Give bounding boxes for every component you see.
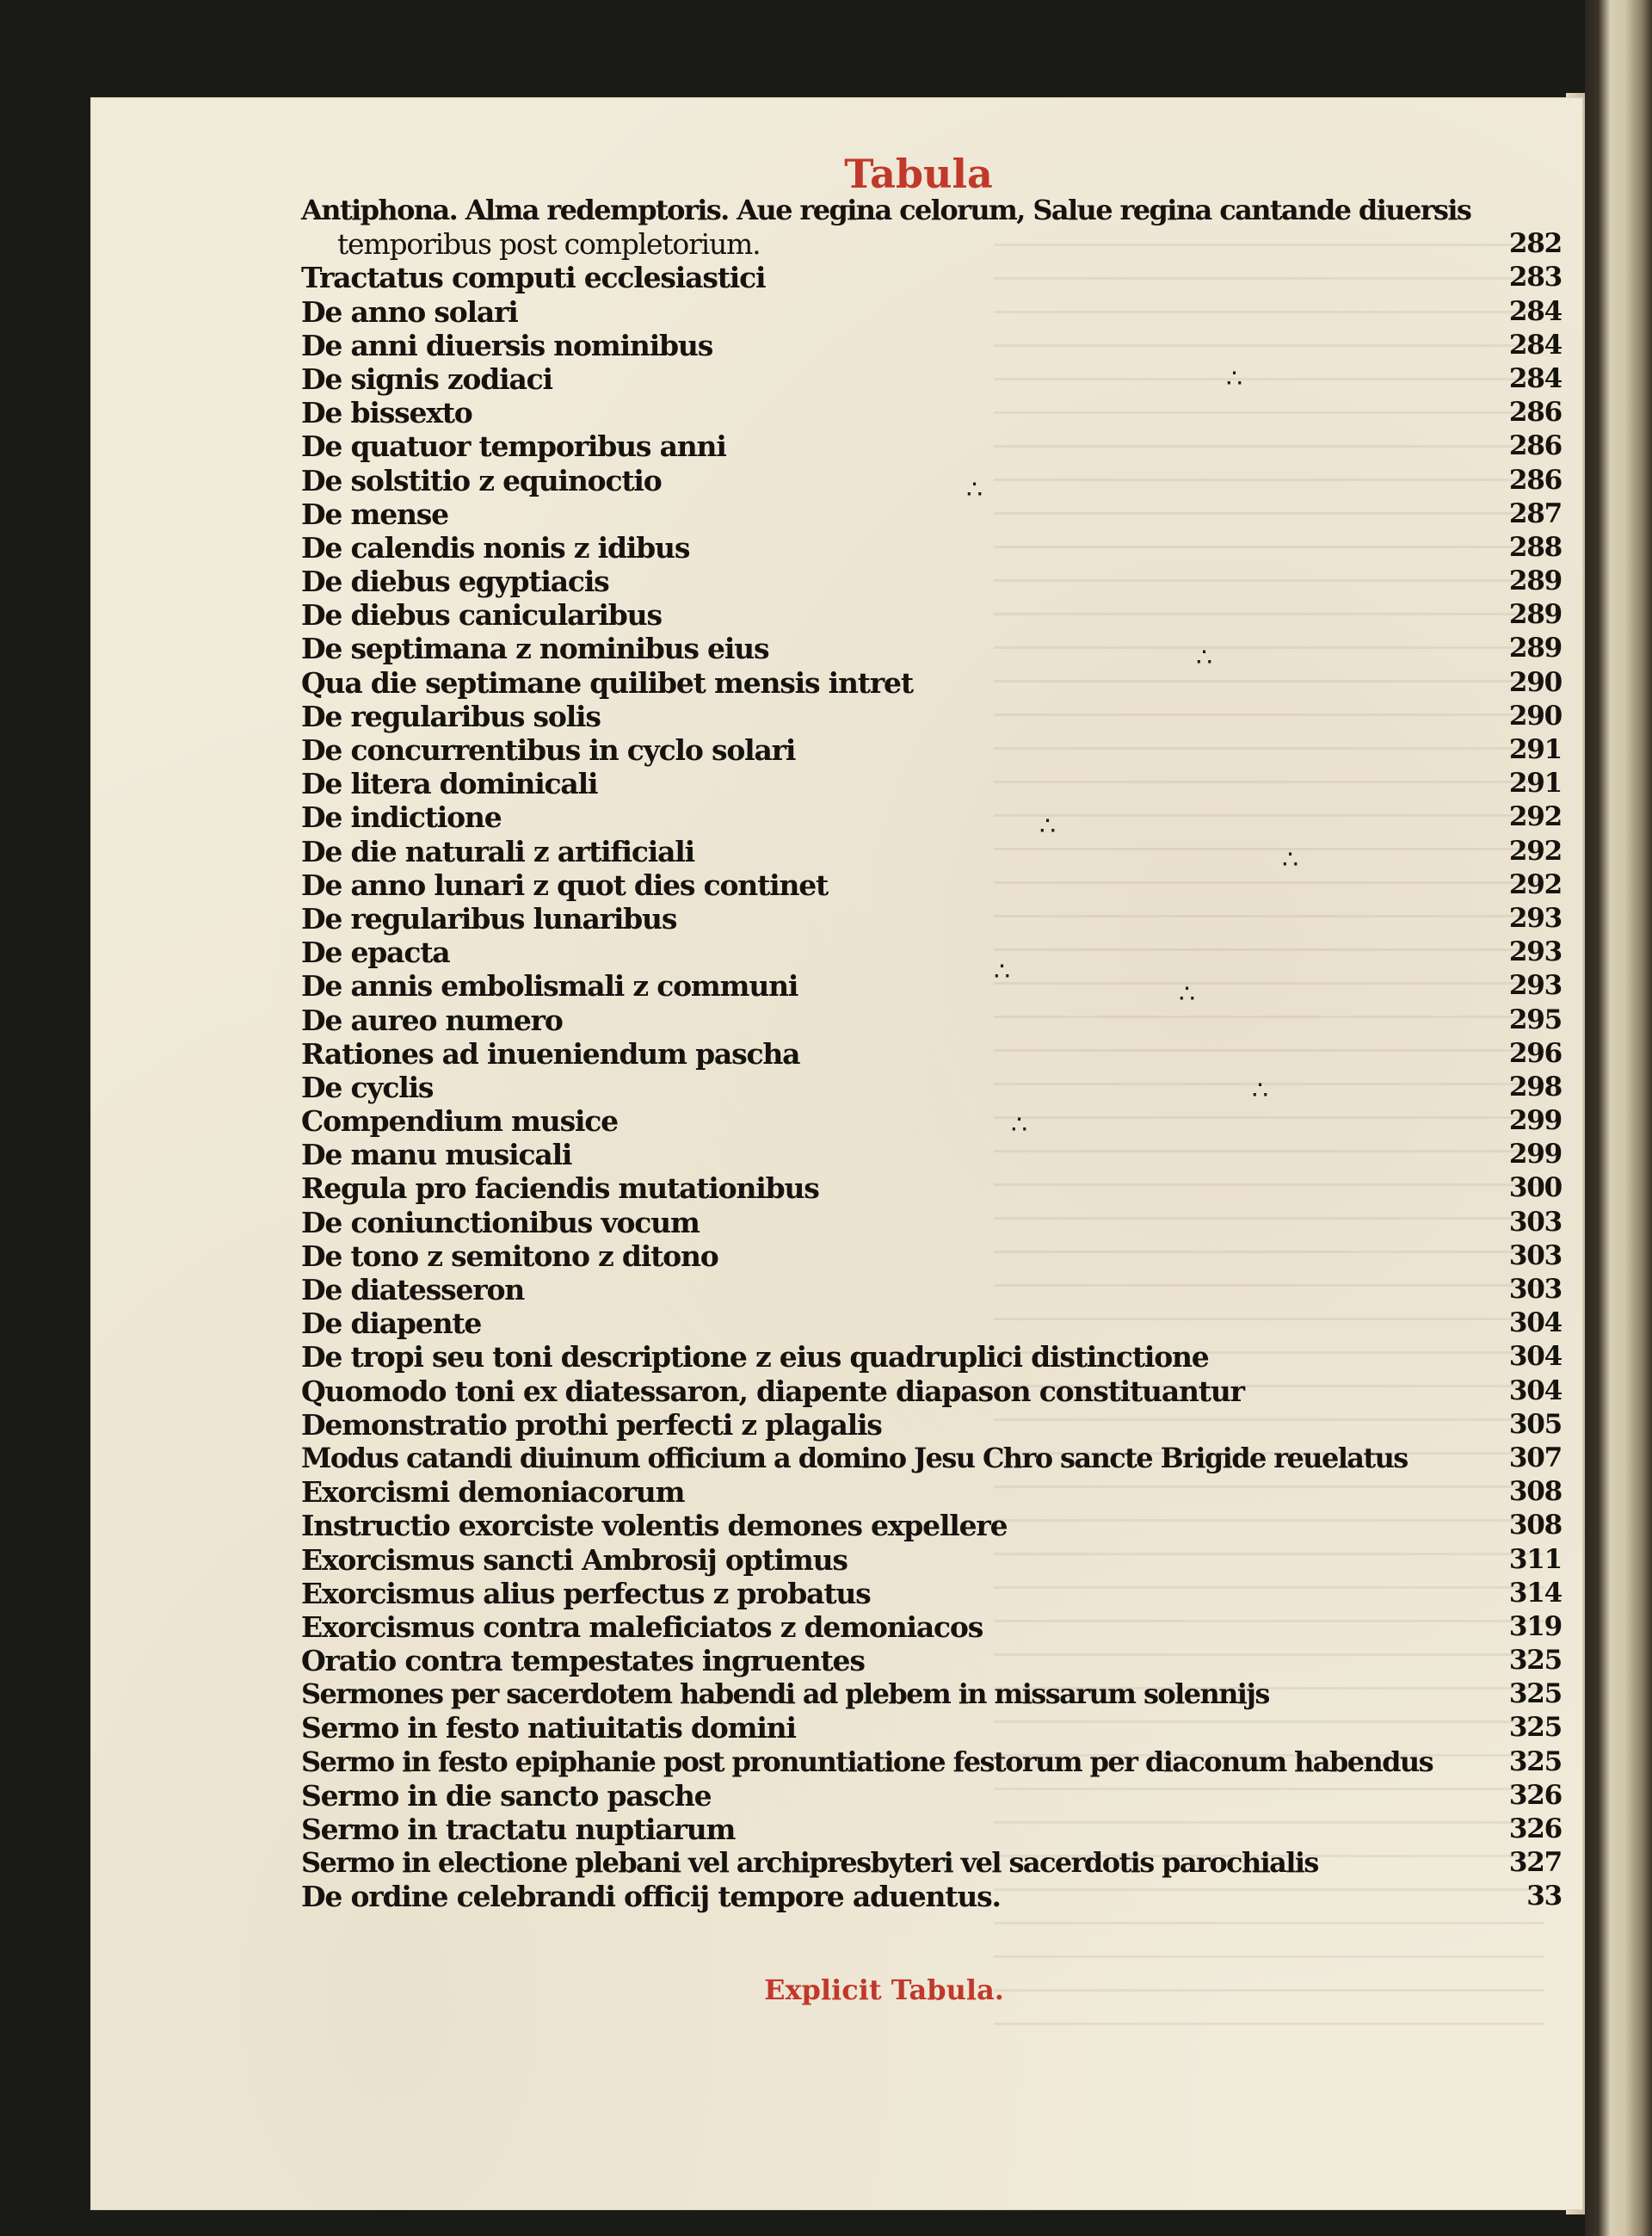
entry-page-number: 287	[1508, 497, 1562, 529]
ornament-dots-icon: ∴	[1196, 643, 1213, 673]
list-item	[301, 1408, 1562, 1442]
entry-page-number: 293	[1508, 970, 1562, 1002]
ornament-dots-icon: ∴	[966, 475, 983, 505]
entry-title: De concurrentibus in cyclo solari	[301, 733, 796, 767]
entry-title: De diebus canicularibus	[301, 598, 662, 633]
entry-page-number: 299	[1508, 1105, 1562, 1137]
list-item	[301, 531, 1562, 565]
list-item	[301, 227, 1562, 261]
ornament-dots-icon: ∴	[1179, 979, 1196, 1010]
entry-page-number: 325	[1508, 1712, 1562, 1744]
page-heading: Tabula	[844, 151, 993, 197]
ornament-dots-icon: ∴	[1039, 812, 1057, 842]
entry-page-number: 283	[1508, 262, 1562, 293]
list-item	[301, 565, 1562, 598]
list-item	[301, 800, 1562, 834]
list-item	[301, 1475, 1562, 1509]
entry-title: Sermo in electione plebani vel archipresbyteri vel sacerdotis parochialis	[301, 1846, 1318, 1880]
entry-title: De mense	[301, 497, 448, 531]
entry-title: Oratio contra tempestates ingruentes	[301, 1644, 865, 1678]
entry-title: Sermo in die sancto pasche	[301, 1778, 712, 1813]
list-item	[301, 295, 1562, 329]
entry-page-number: 319	[1508, 1610, 1562, 1642]
list-item	[301, 1171, 1562, 1205]
entry-title: De diatesseron	[301, 1273, 525, 1306]
list-item	[301, 396, 1562, 429]
entry-page-number: 292	[1508, 835, 1562, 867]
entry-page-number: 303	[1508, 1239, 1562, 1271]
list-item	[301, 194, 1562, 227]
entry-page-number: 291	[1508, 734, 1562, 765]
list-item	[301, 1745, 1562, 1779]
entry-page-number: 289	[1508, 565, 1562, 597]
entry-page-number: 289	[1508, 599, 1562, 631]
list-item	[301, 497, 1562, 531]
list-item	[301, 868, 1562, 902]
list-item	[301, 936, 1562, 969]
list-item	[301, 1677, 1562, 1711]
list-item	[301, 1543, 1562, 1577]
list-item	[301, 1306, 1562, 1340]
list-item	[301, 362, 1562, 396]
entry-title: Sermo in festo natiuitatis domini	[301, 1711, 796, 1745]
entry-page-number: 311	[1508, 1543, 1562, 1575]
list-item	[301, 1273, 1562, 1306]
entry-title: Sermo in tractatu nuptiarum	[301, 1813, 736, 1846]
entry-page-number: 308	[1508, 1476, 1562, 1508]
entry-title: De ordine celebrandi officij tempore aduentus.	[301, 1880, 1001, 1914]
list-item	[301, 1509, 1562, 1542]
list-item	[301, 733, 1562, 767]
entry-title: De septimana z nominibus eius	[301, 632, 769, 666]
list-item	[301, 1711, 1562, 1745]
list-item	[301, 835, 1562, 868]
entry-title: De tono z semitono z ditono	[301, 1238, 718, 1273]
book-page	[90, 97, 1583, 2210]
entry-title: Sermones per sacerdotem habendi ad plebem in missarum solennijs	[301, 1677, 1269, 1711]
entry-page-number: 303	[1508, 1274, 1562, 1305]
list-item	[301, 666, 1562, 700]
entry-title: De annis embolismali z communi	[301, 969, 798, 1004]
entry-page-number: 290	[1508, 666, 1562, 698]
list-item	[301, 1138, 1562, 1171]
entry-page-number: 325	[1508, 1745, 1562, 1777]
entry-title: Exorcismus alius perfectus z probatus	[301, 1576, 871, 1610]
entry-page-number: 286	[1508, 430, 1562, 462]
list-item	[301, 1880, 1562, 1913]
list-item	[301, 598, 1562, 632]
entry-title: De cyclis	[301, 1070, 434, 1104]
list-item	[301, 261, 1562, 294]
entry-title: De anno lunari z quot dies continet	[301, 868, 829, 902]
entry-page-number: 289	[1508, 633, 1562, 664]
entry-title: Qua die septimane quilibet mensis intret	[301, 665, 913, 700]
entry-title: De coniunctionibus vocum	[301, 1205, 700, 1239]
list-item	[301, 1610, 1562, 1644]
entry-page-number: 284	[1508, 362, 1562, 394]
entry-title: De litera dominicali	[301, 767, 598, 801]
entry-page-number: 304	[1508, 1341, 1562, 1373]
entry-page-number: 307	[1508, 1442, 1562, 1473]
table-of-contents	[301, 194, 1562, 1914]
entry-page-number: 286	[1508, 464, 1562, 496]
entry-title: Instructio exorciste volentis demones expellere	[301, 1509, 1008, 1543]
entry-title: Quomodo toni ex diatessaron, diapente diapason constituantur	[301, 1374, 1244, 1408]
entry-title: De solstitio z equinoctio	[301, 463, 662, 497]
entry-page-number: 300	[1508, 1172, 1562, 1204]
entry-page-number: 284	[1508, 329, 1562, 361]
list-item	[301, 1577, 1562, 1610]
entry-title: temporibus post completorium.	[337, 227, 761, 262]
list-item	[301, 429, 1562, 463]
list-item	[301, 1813, 1562, 1846]
entry-page-number: 290	[1508, 700, 1562, 732]
list-item	[301, 1340, 1562, 1374]
entry-title: De indictione	[301, 800, 502, 835]
entry-page-number: 288	[1508, 531, 1562, 563]
entry-page-number: 326	[1508, 1813, 1562, 1844]
entry-title: De die naturali z artificiali	[301, 834, 694, 868]
list-item	[301, 1644, 1562, 1677]
list-item	[301, 1037, 1562, 1071]
list-item	[301, 1846, 1562, 1880]
explicit-line: Explicit Tabula.	[764, 1973, 1004, 2006]
list-item	[301, 1374, 1562, 1408]
entry-title: Sermo in festo epiphanie post pronuntiatione festorum per diaconum habendus	[301, 1745, 1433, 1778]
entry-title: Tractatus computi ecclesiastici	[301, 261, 766, 295]
entry-page-number: 282	[1508, 228, 1562, 260]
entry-page-number: 304	[1508, 1307, 1562, 1339]
list-item	[301, 969, 1562, 1003]
entry-title: Modus catandi diuinum officium a domino Jesu Chro sancte Brigide reuelatus	[301, 1441, 1408, 1474]
entry-title: De signis zodiaci	[301, 361, 552, 396]
entry-page-number: 293	[1508, 936, 1562, 968]
entry-page-number: 304	[1508, 1374, 1562, 1406]
entry-title: De diebus egyptiacis	[301, 565, 609, 599]
ornament-dots-icon: ∴	[994, 957, 1011, 987]
ornament-dots-icon: ∴	[1011, 1110, 1028, 1140]
entry-page-number: 298	[1508, 1071, 1562, 1103]
entry-title: De calendis nonis z idibus	[301, 530, 690, 565]
entry-title: De bissexto	[301, 396, 472, 430]
entry-title: De anni diuersis nominibus	[301, 328, 713, 362]
entry-title: De regularibus solis	[301, 699, 601, 733]
entry-title: De epacta	[301, 936, 450, 970]
entry-title: De diapente	[301, 1306, 482, 1341]
entry-title: Exorcismus sancti Ambrosij optimus	[301, 1542, 848, 1577]
entry-page-number: 327	[1508, 1847, 1562, 1879]
ornament-dots-icon: ∴	[1282, 845, 1299, 875]
list-item	[301, 464, 1562, 497]
list-item	[301, 1442, 1562, 1475]
entry-title: Compendium musice	[301, 1104, 618, 1139]
entry-page-number: 293	[1508, 902, 1562, 934]
list-item	[301, 1206, 1562, 1239]
entry-page-number: 292	[1508, 801, 1562, 833]
entry-title: Antiphona. Alma redemptoris. Aue regina celorum, Salue regina cantande diuersis	[301, 194, 1471, 226]
entry-page-number: 303	[1508, 1206, 1562, 1238]
entry-title: Exorcismi demoniacorum	[301, 1475, 685, 1510]
entry-page-number: 325	[1508, 1645, 1562, 1677]
list-item	[301, 700, 1562, 733]
entry-page-number: 314	[1508, 1577, 1562, 1609]
entry-title: Demonstratio prothi perfecti z plagalis	[301, 1407, 882, 1442]
entry-page-number: 326	[1508, 1779, 1562, 1811]
ornament-dots-icon: ∴	[1226, 364, 1243, 394]
list-item	[301, 902, 1562, 936]
list-item	[301, 1104, 1562, 1138]
list-item	[301, 1071, 1562, 1104]
entry-page-number: 291	[1508, 768, 1562, 800]
entry-title: Exorcismus contra maleficiatos z demoniacos	[301, 1609, 983, 1644]
entry-page-number: 286	[1508, 397, 1562, 429]
entry-title: De quatuor temporibus anni	[301, 429, 726, 464]
list-item	[301, 1004, 1562, 1037]
entry-page-number: 299	[1508, 1139, 1562, 1171]
list-item	[301, 1779, 1562, 1813]
entry-title: De regularibus lunaribus	[301, 901, 677, 936]
entry-title: Rationes ad inueniendum pascha	[301, 1036, 800, 1071]
list-item	[301, 632, 1562, 665]
entry-page-number: 305	[1508, 1408, 1562, 1440]
entry-page-number: 292	[1508, 868, 1562, 900]
ornament-dots-icon: ∴	[1252, 1076, 1269, 1106]
book-binding-edge	[1585, 0, 1652, 2236]
entry-title: Regula pro faciendis mutationibus	[301, 1171, 819, 1206]
list-item	[301, 1239, 1562, 1273]
entry-page-number: 296	[1508, 1037, 1562, 1069]
entry-page-number: 325	[1508, 1678, 1562, 1710]
entry-title: De tropi seu toni descriptione z eius quadruplici distinctione	[301, 1340, 1209, 1374]
list-item	[301, 329, 1562, 362]
list-item	[301, 767, 1562, 800]
entry-page-number: 33	[1526, 1881, 1562, 1912]
entry-page-number: 284	[1508, 295, 1562, 327]
entry-page-number: 308	[1508, 1510, 1562, 1541]
entry-title: De manu musicali	[301, 1138, 572, 1172]
entry-title: De aureo numero	[301, 1003, 563, 1037]
entry-title: De anno solari	[301, 294, 518, 329]
entry-page-number: 295	[1508, 1004, 1562, 1035]
